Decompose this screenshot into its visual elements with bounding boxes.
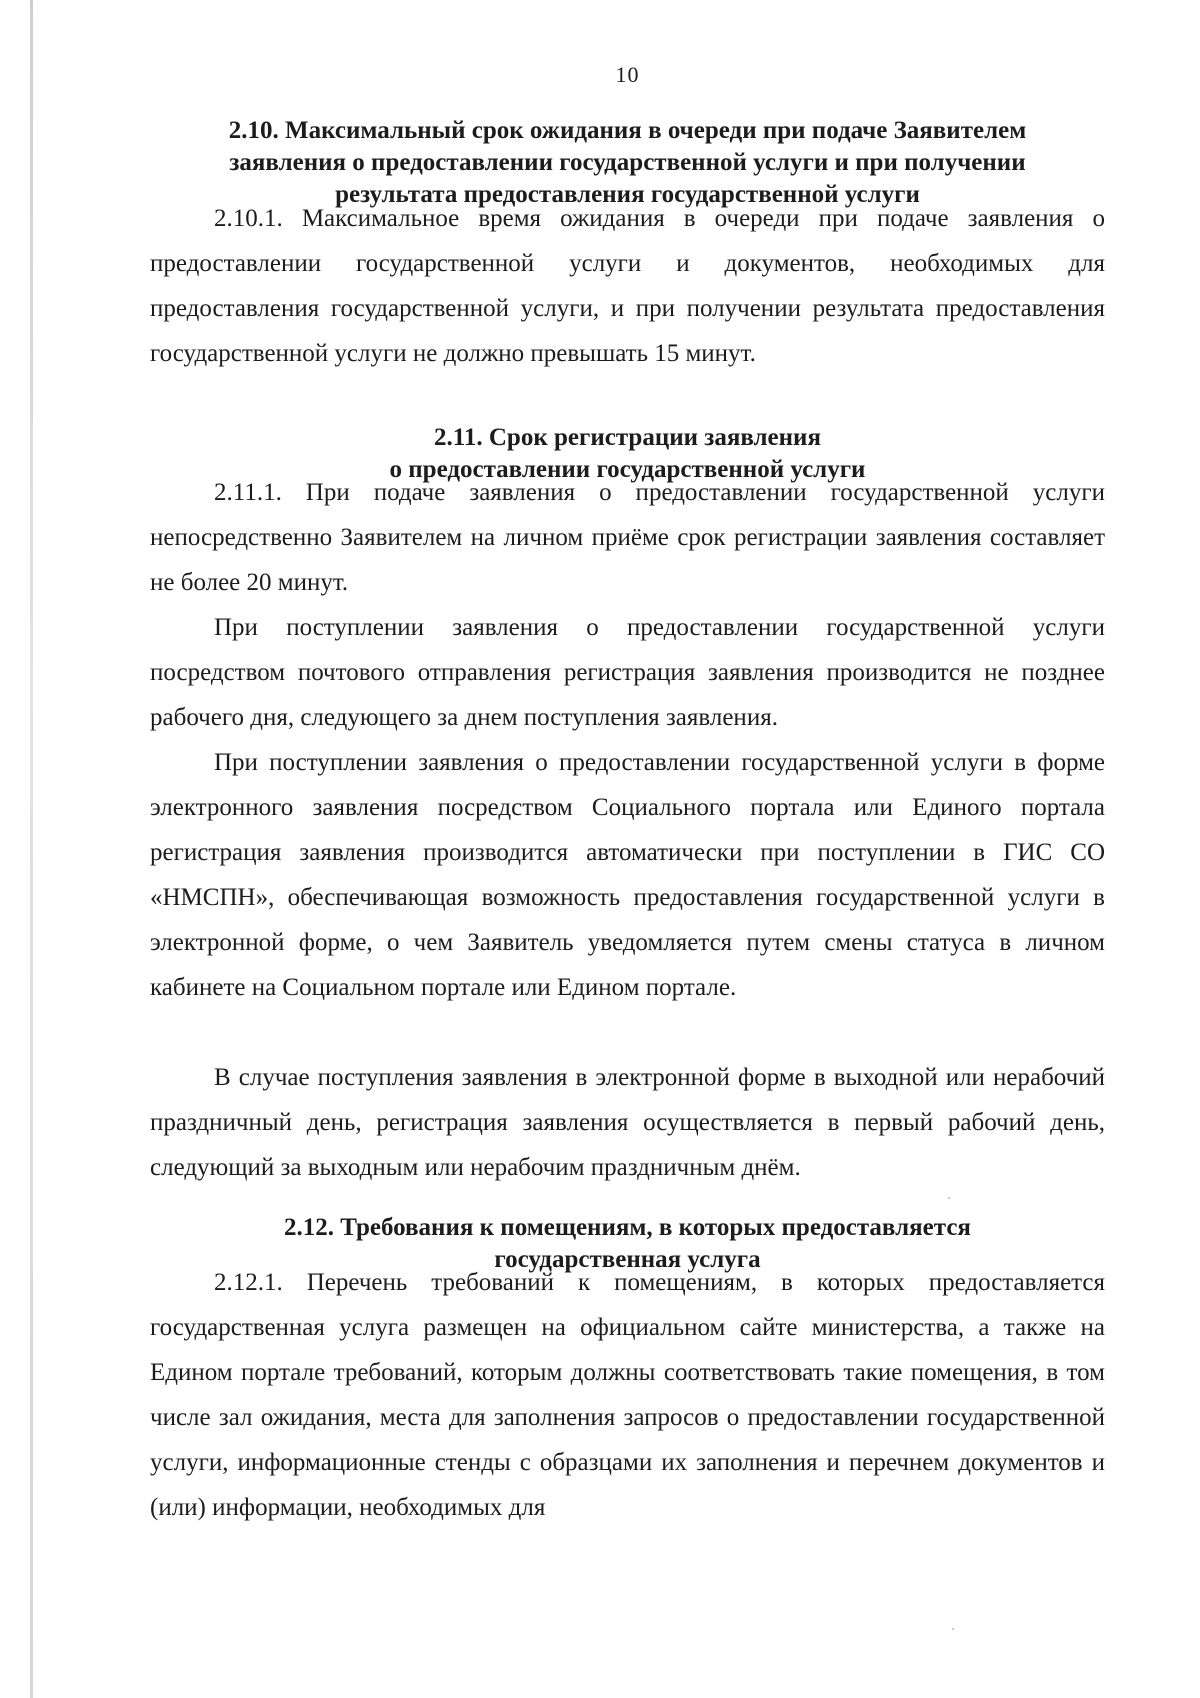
paragraph-holiday: В случае поступления заявления в электронной форме в выходной или нерабочий праздничный день, регистрация заявления осуществляется в первый рабочий день, следующий за выходным или нерабочим праздничным днём. [150,1064,1105,1181]
paragraph-2-11-1: 2.11.1. При подаче заявления о предоставлении государственной услуги непосредственно Заявителем на личном приёме срок регистрации заявления составляет не более 20 минут. [150,479,1105,596]
scan-speck [952,1628,954,1630]
scan-edge [30,0,33,1698]
heading-line: 2.10. Максимальный срок ожидания в очереди при подаче Заявителем [228,117,1027,144]
document-page [150,0,1105,1698]
heading-line: 2.11. Срок регистрации заявления [434,424,821,451]
paragraph-2-12-1: 2.12.1. Перечень требований к помещениям, в которых предоставляется государственная услуга размещен на официальном сайте министерства, а также на Едином портале требований, которым должны соответствовать такие помещения, в том числе зал ожидания, места для заполнения запросов о предоставлении государственной услуги, информационные стенды с образцами их заполнения и перечнем документов и (или) информации, необходимых для [150,1269,1105,1521]
heading-line: о предоставлении государственной услуги [389,456,866,483]
page-number: 10 [615,62,640,87]
paragraph-2-10-1: 2.10.1. Максимальное время ожидания в очереди при подаче заявления о предоставлении государственной услуги и документов, необходимых для предоставления государственной услуги, и при получении результата предоставления государственной услуги не должно превышать 15 минут. [150,205,1105,367]
heading-line: заявления о предоставлении государственной услуги и при получении [229,149,1026,176]
heading-line: государственная услуга [494,1246,761,1273]
paragraph-electronic: При поступлении заявления о предоставлении государственной услуги в форме электронного заявления посредством Социального портала или Единого портала регистрация заявления производится автоматически при поступлении в ГИС СО «НМСПН», обеспечивающая возможность предоставления государственной услуги в электронной форме, о чем Заявитель уведомляется путем смены статуса в личном кабинете на Социальном портале или Едином портале. [150,749,1105,1001]
scan-speck [948,1197,950,1199]
heading-line: 2.12. Требования к помещениям, в которых предоставляется [284,1214,971,1241]
heading-line: результата предоставления государственной услуги [335,181,920,208]
paragraph-postal: При поступлении заявления о предоставлении государственной услуги посредством почтового отправления регистрация заявления производится не позднее рабочего дня, следующего за днем поступления заявления. [150,614,1105,731]
